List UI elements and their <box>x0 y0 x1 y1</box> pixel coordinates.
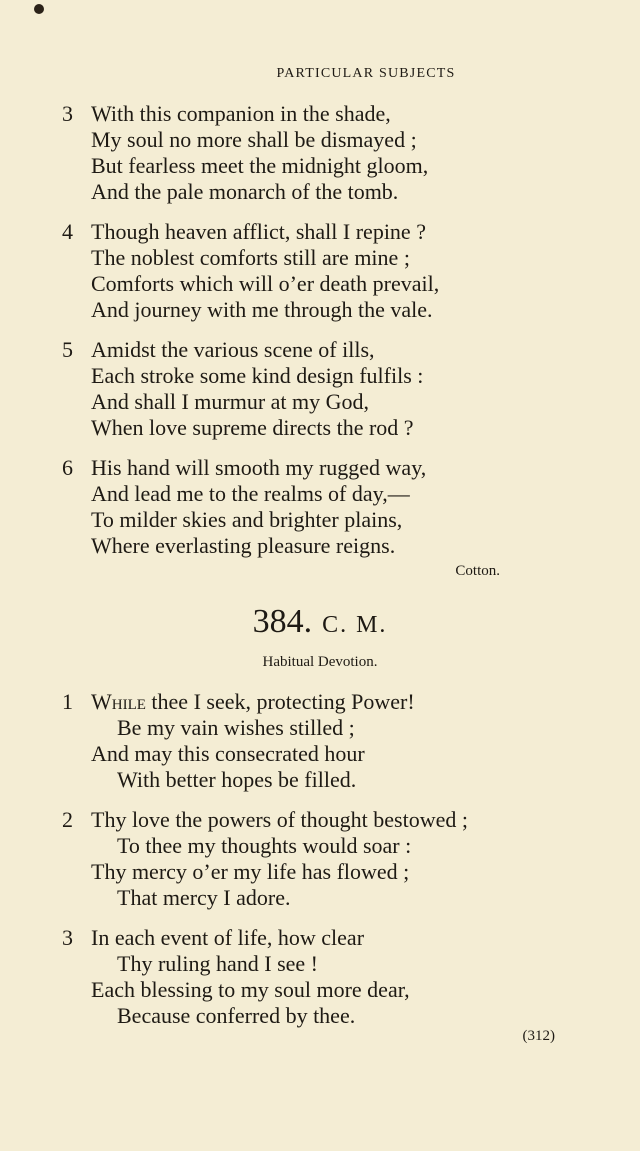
hymn-meter: C. M. <box>322 612 388 638</box>
page-number: (312) <box>522 1028 555 1044</box>
hymn-title: Habitual Devotion. <box>262 654 378 670</box>
verse-line: That mercy I adore. <box>117 885 291 910</box>
verse-line: 4 Though heaven afflict, shall I repine ? <box>62 219 426 244</box>
stanza-4 <box>62 219 582 323</box>
verse-line: Thy ruling hand I see ! <box>117 951 318 976</box>
hymn-stanza-3 <box>62 925 582 1029</box>
verse-line: Be my vain wishes stilled ; <box>117 715 355 740</box>
ink-blot <box>34 4 44 14</box>
verse-line: 2 Thy love the powers of thought bestowed ; <box>62 807 468 832</box>
verse-line: 3 With this companion in the shade, <box>62 101 391 126</box>
verse-line: To milder skies and brighter plains, <box>91 507 403 532</box>
verse-line: And the pale monarch of the tomb. <box>91 179 399 204</box>
stanza-5 <box>62 337 582 441</box>
verse-line: And journey with me through the vale. <box>91 297 433 322</box>
stanza-3 <box>62 101 582 205</box>
verse-line: Because conferred by thee. <box>117 1003 356 1028</box>
hymn-stanza-1 <box>62 689 582 793</box>
hymn-number: 384. <box>252 603 313 640</box>
verse-line: Comforts which will o’er death prevail, <box>91 271 440 296</box>
verse-line: 6 His hand will smooth my rugged way, <box>62 455 427 480</box>
stanza-number: 2 <box>62 807 73 832</box>
verse-line: 1 While thee I seek, protecting Power! <box>62 689 415 714</box>
verse-line: Each stroke some kind design fulfils : <box>91 363 424 388</box>
verse-line: Each blessing to my soul more dear, <box>91 977 410 1002</box>
verse-line: But fearless meet the midnight gloom, <box>91 153 429 178</box>
verse-line: Where everlasting pleasure reigns. <box>91 533 396 558</box>
verse-line: With better hopes be filled. <box>117 767 357 792</box>
verse-line: And lead me to the realms of day,— <box>91 481 410 506</box>
verse-line: And may this consecrated hour <box>91 741 365 766</box>
hymn-heading <box>0 600 640 647</box>
stanza-number: 6 <box>62 455 73 480</box>
verse-line: To thee my thoughts would soar : <box>117 833 412 858</box>
verse-line: When love supreme directs the rod ? <box>91 415 414 440</box>
stanza-number: 5 <box>62 337 73 362</box>
stanza-6 <box>62 455 582 559</box>
verse-line: 3 In each event of life, how clear <box>62 925 365 950</box>
stanza-number: 3 <box>62 925 73 950</box>
verse-line: 5 Amidst the various scene of ills, <box>62 337 375 362</box>
opening-word: While <box>91 689 146 714</box>
stanza-number: 1 <box>62 689 73 714</box>
verse-line: And shall I murmur at my God, <box>91 389 370 414</box>
verse-line: The noblest comforts still are mine ; <box>91 245 410 270</box>
verse-line: My soul no more shall be dismayed ; <box>91 127 417 152</box>
hymn-stanza-2 <box>62 807 582 911</box>
stanza-number: 4 <box>62 219 73 244</box>
author-attribution: Cotton. <box>455 563 500 579</box>
stanza-number: 3 <box>62 101 73 126</box>
running-head: PARTICULAR SUBJECTS <box>276 66 456 81</box>
verse-line: Thy mercy o’er my life has flowed ; <box>91 859 410 884</box>
